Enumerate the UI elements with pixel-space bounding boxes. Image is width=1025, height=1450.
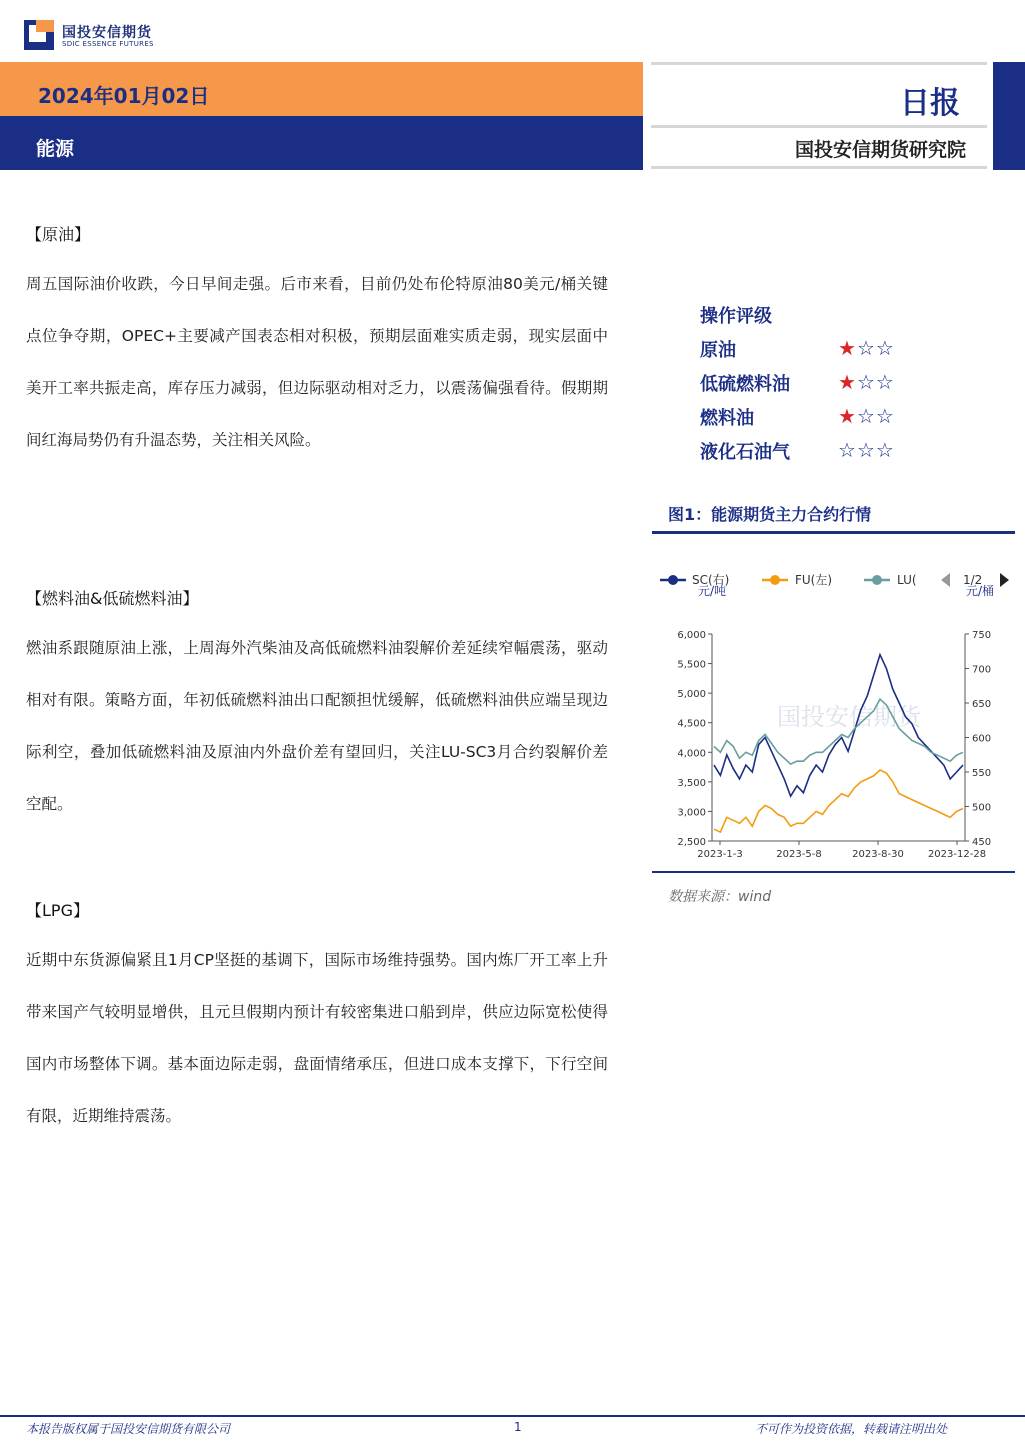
- x-tick-label: 2023-12-28: [927, 849, 987, 860]
- header-divider-mid: [651, 125, 987, 128]
- section-body-fuel-oil: 燃油系跟随原油上涨，上周海外汽柴油及高低硫燃料油裂解价差延续窄幅震荡，驱动相对有限。策略方面，年初低硫燃料油出口配额担忧缓解，低硫燃料油供应端呈现边际利空，叠加低硫燃料油及原油内外盘价差有望回归，关注LU-SC3月合约裂解价差空配。: [26, 639, 608, 813]
- x-tick-label: 2023-1-3: [697, 849, 743, 860]
- logo-text-en: SDIC ESSENCE FUTURES: [62, 40, 154, 48]
- left-tick-label: 2,500: [677, 837, 706, 848]
- star-empty-icon: ☆: [856, 404, 876, 428]
- star-empty-icon: ☆: [875, 438, 895, 462]
- legend-label-sc: SC(右): [692, 573, 730, 587]
- right-tick-label: 650: [972, 699, 992, 710]
- rating-stars: [838, 438, 895, 462]
- right-tick-label: 750: [972, 630, 992, 641]
- rating-row-crude: [700, 336, 930, 366]
- x-tick-label: 2023-8-30: [852, 849, 904, 860]
- section-body-lpg: 近期中东货源偏紧且1月CP坚挺的基调下，国际市场维持强势。国内炼厂开工率上升带来国产气较明显增供，且元旦假期内预计有较密集进口船到岸，供应边际宽松使得国内市场整体下调。基本面边际走弱，盘面情绪承压，但进口成本支撑下，下行空间有限，近期维持震荡。: [26, 951, 608, 1125]
- star-empty-icon: ☆: [838, 438, 857, 462]
- right-tick-label: 450: [972, 837, 992, 848]
- star-empty-icon: ☆: [875, 336, 895, 360]
- rating-row-lpg: [700, 438, 930, 468]
- institute-name: 国投安信期货研究院: [795, 139, 967, 161]
- company-logo: [24, 16, 164, 56]
- footer-rule: [0, 1415, 1025, 1417]
- section-title-fuel-oil: 【燃料油&低硫燃料油】: [26, 589, 199, 608]
- series-line-fu: [714, 770, 963, 832]
- left-tick-label: 3,000: [677, 807, 706, 819]
- star-empty-icon: ☆: [856, 370, 876, 394]
- section-body-crude: 周五国际油价收跌，今日早间走强。后市来看，目前仍处布伦特原油80美元/桶关键点位争夺期，OPEC+主要减产国表态相对积极，预期层面难实质走弱，现实层面中美开工率共振走高，库存压力减弱，但边际驱动相对乏力，以震荡偏强看待。假期期间红海局势仍有升温态势，关注相关风险。: [26, 275, 608, 449]
- right-tick-label: 550: [972, 768, 992, 779]
- figure-source: 数据来源：wind: [668, 889, 772, 905]
- page-number: 1: [514, 1420, 522, 1434]
- right-tick-label: 500: [972, 802, 992, 814]
- star-filled-icon: ★: [838, 370, 857, 394]
- legend-next-icon[interactable]: [1000, 573, 1009, 587]
- footer-disclaimer: 不可作为投资依据，转载请注明出处: [755, 1422, 948, 1436]
- star-filled-icon: ★: [838, 336, 857, 360]
- figure-top-rule: [652, 531, 1015, 534]
- logo-mark-icon: [24, 20, 54, 50]
- footer-copyright: 本报告版权属于国投安信期货有限公司: [26, 1422, 231, 1436]
- legend-item-fu[interactable]: [762, 573, 832, 587]
- rating-row-lsfo: [700, 370, 930, 400]
- star-empty-icon: ☆: [875, 370, 895, 394]
- right-tick-label: 700: [972, 664, 992, 676]
- x-tick-label: 2023-5-8: [776, 849, 822, 860]
- legend-label-fu: FU(左): [795, 573, 833, 587]
- chart-watermark: 国投安信期货: [777, 703, 921, 731]
- legend-prev-icon[interactable]: [941, 573, 950, 587]
- star-empty-icon: ☆: [856, 438, 876, 462]
- legend-marker-lu: [872, 575, 882, 585]
- header-divider-top: [651, 62, 987, 65]
- left-tick-label: 3,500: [677, 777, 706, 789]
- left-tick-label: 5,500: [677, 659, 706, 671]
- figure-title: 图1：能源期货主力合约行情: [668, 505, 872, 524]
- rating-stars: [838, 336, 895, 360]
- section-title-lpg: 【LPG】: [26, 901, 89, 920]
- legend-marker-fu: [770, 575, 780, 585]
- left-tick-label: 4,000: [677, 748, 706, 760]
- header-divider-bottom: [651, 166, 987, 169]
- left-tick-label: 5,000: [677, 689, 706, 701]
- energy-futures-chart: [652, 560, 1015, 870]
- rating-name: 液化石油气: [700, 442, 790, 463]
- left-tick-label: 4,500: [677, 718, 706, 730]
- report-sector: 能源: [36, 138, 75, 160]
- sector-banner: [0, 116, 643, 170]
- star-empty-icon: ☆: [856, 336, 876, 360]
- left-tick-label: 6,000: [677, 630, 706, 641]
- section-title-crude: 【原油】: [26, 225, 91, 244]
- rating-name: 燃料油: [700, 408, 754, 429]
- legend-item-lu[interactable]: [864, 573, 917, 587]
- report-type: 日报: [900, 86, 960, 121]
- rating-stars: [838, 370, 895, 394]
- left-axis-unit: 元/吨: [698, 584, 727, 598]
- rating-title: 操作评级: [700, 306, 772, 327]
- figure-bottom-rule: [652, 871, 1015, 873]
- report-date: 2024年01月02日: [38, 84, 210, 108]
- legend-marker-sc: [668, 575, 678, 585]
- legend-label-lu: LU(: [897, 573, 917, 587]
- legend-page: 1/2: [963, 573, 983, 587]
- header-ribbon: [993, 62, 1025, 170]
- rating-row-fuel-oil: [700, 404, 930, 434]
- logo-text-cn: 国投安信期货: [62, 25, 152, 41]
- right-axis-unit: 元/桶: [966, 584, 995, 598]
- rating-stars: [838, 404, 895, 428]
- rating-name: 低硫燃料油: [700, 374, 790, 395]
- star-filled-icon: ★: [838, 404, 857, 428]
- rating-name: 原油: [700, 340, 736, 361]
- star-empty-icon: ☆: [875, 404, 895, 428]
- right-tick-label: 600: [972, 733, 992, 745]
